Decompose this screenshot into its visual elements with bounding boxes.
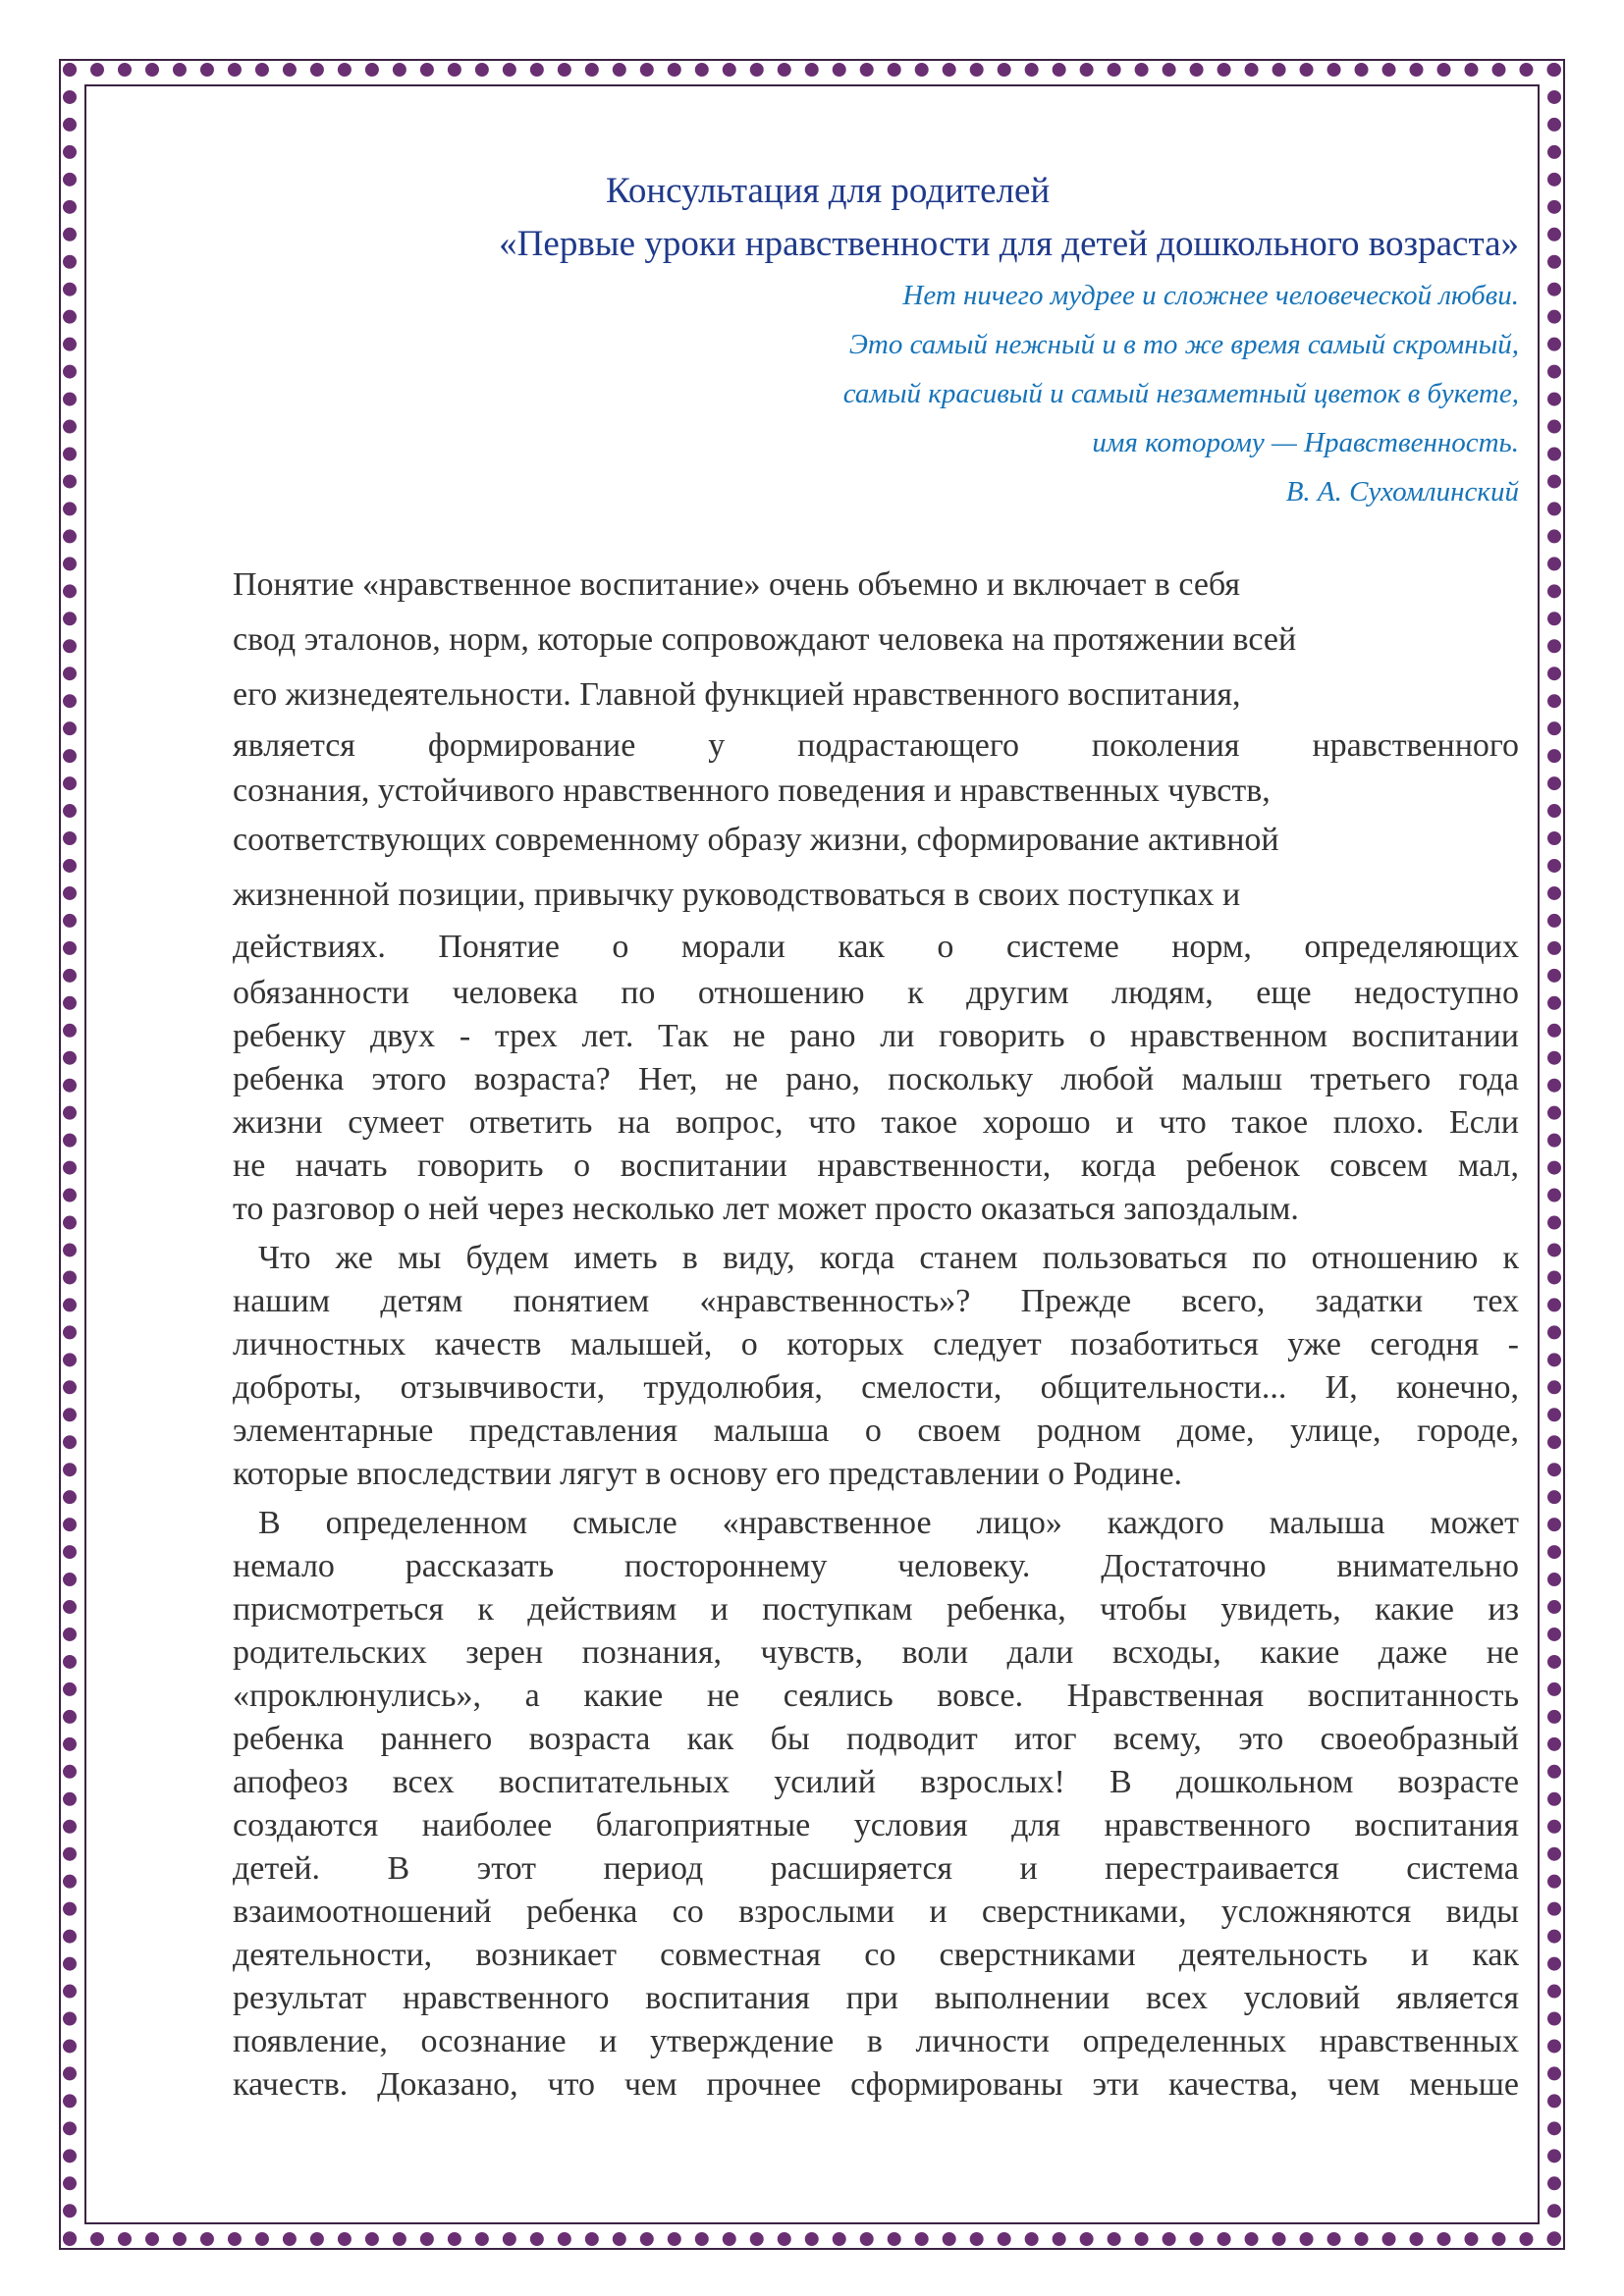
text-line: соответствующих современному образу жизни, сформирование активной [233,822,1279,858]
epigraph [233,271,1519,516]
paragraph-2 [233,1237,1519,1496]
text-line: его жизнедеятельности. Главной функцией нравственного воспитания, [233,676,1241,713]
text-line: элементарные представления малыша о своем родном доме, улице, городе, [233,1413,1519,1449]
text-line: присмотреться к действиям и поступкам ребенка, чтобы увидеть, какие из [233,1591,1519,1628]
text-line: свод эталонов, норм, которые сопровождают человека на протяжении всей [233,621,1297,658]
epigraph-line: самый красивый и самый незаметный цветок в букете, [842,378,1519,409]
text-line: деятельности, возникает совместная со сверстниками деятельность и как [233,1937,1519,1973]
text-line: ребенка раннего возраста как бы подводит итог всему, это своеобразный [233,1721,1519,1757]
text-line: Понятие «нравственное воспитание» очень объемно и включает в себя [233,566,1241,603]
text-line: детей. В этот период расширяется и перестраивается система [233,1850,1519,1887]
text-line: жизни сумеет ответить на вопрос, что такое хорошо и что такое плохо. Если [233,1104,1519,1141]
text-line: личностных качеств малышей, о которых следует позаботиться уже сегодня - [233,1326,1519,1362]
text-line: появление, осознание и утверждение в личности определенных нравственных [233,2023,1519,2059]
text-line: нашим детям понятием «нравственность»? Прежде всего, задатки тех [233,1283,1519,1319]
text-line: немало рассказать постороннему человеку. Достаточно внимательно [233,1548,1519,1584]
epigraph-author: В. А. Сухомлинский [1285,476,1519,507]
epigraph-line: имя которому — Нравственность. [1092,427,1519,458]
document-content [233,165,1519,2107]
text-line: жизненной позиции, привычку руководствоваться в своих поступках и [233,877,1241,913]
title-line-1: Консультация для родителей [606,171,1051,211]
text-line: то разговор о ней через несколько лет может просто оказаться запоздалым. [233,1191,1299,1227]
text-line: ребенку двух - трех лет. Так не рано ли говорить о нравственном воспитании [233,1018,1519,1054]
body-text [233,558,1519,2107]
text-line: сознания, устойчивого нравственного поведения и нравственных чувств, [233,773,1271,809]
title-line-2: «Первые уроки нравственности для детей дошкольного возраста» [499,224,1519,264]
text-line: взаимоотношений ребенка со взрослыми и сверстниками, усложняются виды [233,1894,1519,1930]
epigraph-line: Нет ничего мудрее и сложнее человеческой любви. [902,280,1519,311]
paragraph-3 [233,1502,1519,2107]
epigraph-line: Это самый нежный и в то же время самый скромный, [848,329,1519,360]
text-line: В определенном смысле «нравственное лицо» каждого малыша может [258,1505,1519,1541]
text-line: не начать говорить о воспитании нравственности, когда ребенок совсем мал, [233,1148,1519,1184]
text-line: «проклюнулись», а какие не сеялись вовсе. Нравственная воспитанность [233,1678,1519,1714]
text-line: ребенка этого возраста? Нет, не рано, поскольку любой малыш третьего года [233,1061,1519,1097]
text-line: действиях. Понятие о морали как о системе норм, определяющих [233,929,1519,965]
text-line: доброты, отзывчивости, трудолюбия, смелости, общительности... И, конечно, [233,1369,1519,1406]
text-line: результат нравственного воспитания при выполнении всех условий является [233,1980,1519,2016]
text-line: родительских зерен познания, чувств, воли дали всходы, какие даже не [233,1634,1519,1671]
text-line: является формирование у подрастающего поколения нравственного [233,727,1519,764]
text-line: создаются наиболее благоприятные условия для нравственного воспитания [233,1807,1519,1843]
paragraph-1 [233,558,1519,1231]
text-line: обязанности человека по отношению к другим людям, еще недоступно [233,975,1519,1011]
text-line: апофеоз всех воспитательных усилий взрослых! В дошкольном возрасте [233,1764,1519,1800]
text-line: качеств. Доказано, что чем прочнее сформированы эти качества, чем меньше [233,2066,1519,2103]
text-line: которые впоследствии лягут в основу его представлении о Родине. [233,1456,1183,1492]
text-line: Что же мы будем иметь в виду, когда станем пользоваться по отношению к [258,1240,1519,1276]
